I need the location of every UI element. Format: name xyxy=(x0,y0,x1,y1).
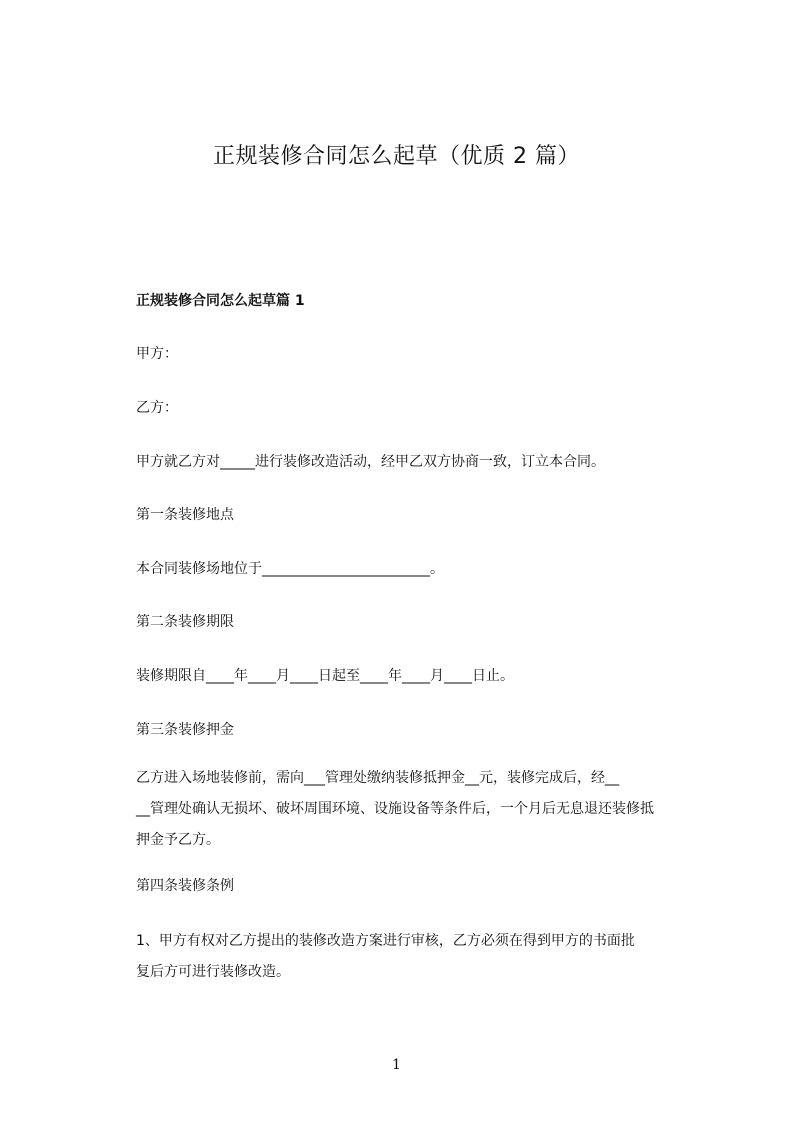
article-3-title: 第三条装修押金 xyxy=(136,722,234,738)
article-1-body: 本合同装修场地位于________________________。 xyxy=(136,561,444,577)
contract-intro: 甲方就乙方对_____进行装修改造活动，经甲乙双方协商一致，订立本合同。 xyxy=(136,454,605,470)
article-3-body xyxy=(136,763,716,856)
article-4-item-1-line: 1、甲方有权对乙方提出的装修改造方案进行审核，乙方必须在得到甲方的书面批 xyxy=(136,933,635,949)
article-4-item-1 xyxy=(136,926,716,988)
article-2-body: 装修期限自____年____月____日起至____年____月____日止。 xyxy=(136,668,514,684)
document-title: 正规装修合同怎么起草（优质 2 篇） xyxy=(213,144,580,169)
article-3-body-line: 乙方进入场地装修前，需向___管理处缴纳装修抵押金__元，装修完成后，经__ xyxy=(136,770,619,786)
article-3-body-line: __管理处确认无损坏、破坏周围环境、设施设备等条件后，一个月后无息退还装修抵 xyxy=(136,801,654,817)
article-4-item-1-line: 复后方可进行装修改造。 xyxy=(136,964,290,980)
section-heading: 正规装修合同怎么起草篇 1 xyxy=(136,293,305,309)
article-4-title: 第四条装修条例 xyxy=(136,878,234,894)
page-number: 1 xyxy=(392,1057,401,1073)
article-3-body-line: 押金予乙方。 xyxy=(136,832,220,848)
party-b-label: 乙方： xyxy=(136,400,178,416)
article-1-title: 第一条装修地点 xyxy=(136,507,234,523)
party-a-label: 甲方： xyxy=(136,346,178,362)
article-2-title: 第二条装修期限 xyxy=(136,614,234,630)
